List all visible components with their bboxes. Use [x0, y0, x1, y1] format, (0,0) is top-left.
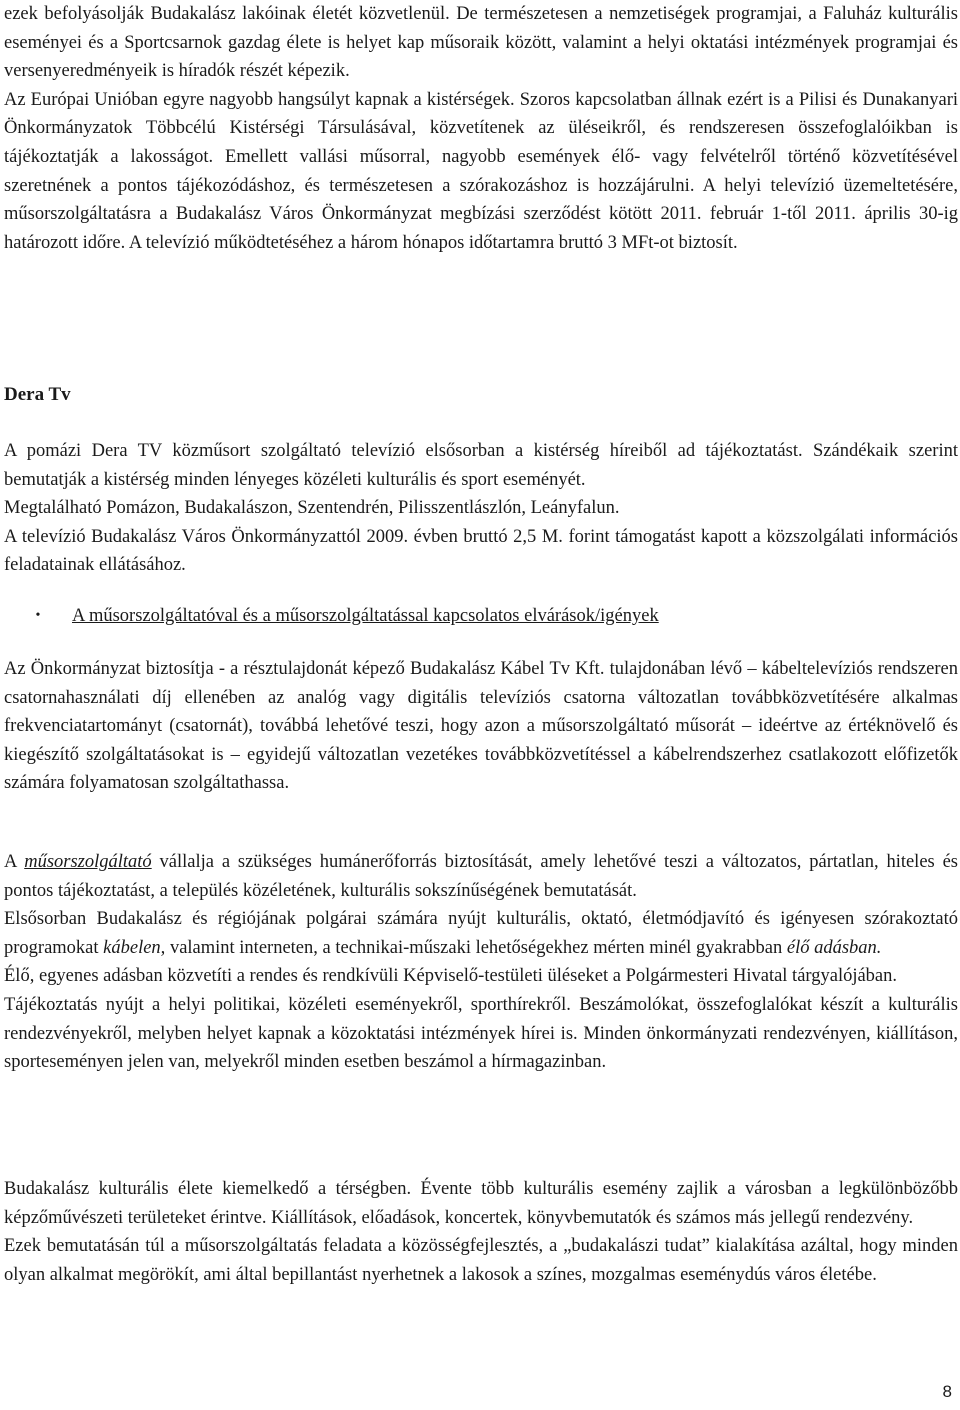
emphasis-kabelen: kábelen, — [103, 937, 166, 958]
paragraph-dera-intro: A pomázi Dera TV közműsort szolgáltató televízió elsősorban a kistérség híreiből ad tájékoztatást. Szándékaik szerint bemutatják a kistérség minden lényeges közéleti kulturális és sport eseményét. — [4, 441, 958, 490]
paragraph-kabel: Az Önkormányzat biztosítja - a résztulajdonát képező Budakalász Kábel Tv Kft. tulajdonában lévő – kábeltelevíziós rendszeren csatornahasználati díj ellenében az analóg vagy digitális televíziós csatorna változatlan továbbközvetítésére alkalmas frekvenciatartományt (csatornát), továbbá lehetővé teszi, hogy azon a műsorszolgáltató műsorát – ideértve az értéknövelő és kiegészítő szolgáltatásokat is – egyidejű változatlan vezetékes továbbközvetítéssel a kábelrendszerhez csatlakozott előfizetők számára folyamatosan szolgáltathassa. — [4, 659, 958, 794]
emphasis-elo-adasban: élő adásban. — [786, 937, 882, 958]
dera-tv-section — [4, 381, 958, 409]
paragraph-tajekoztatas: Tájékoztatás nyújt a helyi politikai, közéleti eseményekről, sporthírekről. Beszámolókat, összefoglalókat készít a kulturális rendezvényekről, melyben helyet kapnak a közoktatási intézmények hírei is. Minden önkormányzati rendezvényen, kiállításon, sporteseményen jelen van, melyekről minden esetben beszámol a hírmagazinban. — [4, 994, 958, 1073]
bullet-heading — [4, 602, 958, 630]
paragraph-intro: ezek befolyásolják Budakalász lakóinak életét közvetlenül. De természetesen a nemzetiségek programjai, a Faluház kulturális eseményei és a Sportcsarnok gazdag élete is helyet kap műsoraik között, valamint a helyi oktatási intézmények programjai és versenyeredményeik is híradók részét képezik. — [4, 4, 958, 82]
paragraph-programok — [4, 905, 958, 962]
paragraph-eu-kisterseg: Az Európai Unióban egyre nagyobb hangsúlyt kapnak a kistérségek. Szoros kapcsolatban állnak ezért is a Pilisi és Dunakanyari Önkormányzatok Többcélú Kistérségi Társulásával, közvetítenek az üléseikről, és rendszeresen összefoglalóikban is tájékoztatják a lakosságot. Emellett vallási műsorral, nagyobb események élő- vagy felvételről történő közvetítésével szeretnének a pontos tájékozódáshoz, és természetesen a szórakozáshoz is hozzájárulni. A helyi televízió üzemeltetésére, műsorszolgáltatásra a Budakalász Város Önkormányzat megbízási szerződést kötött 2011. február 1-től 2011. április 30-ig határozott időre. A televízió működtetéséhez a három hónapos időtartamra bruttó 3 MFt-ot biztosít. — [4, 89, 958, 253]
intro-section — [4, 0, 958, 257]
text-fragment: valamint interneten, a technikai-műszaki lehetőségekhez mérten minél gyakrabban — [165, 937, 787, 958]
section-kabel — [4, 655, 958, 798]
paragraph-dera-funding: A televízió Budakalász Város Önkormányzattól 2009. évben bruttó 2,5 M. forint támogatást kapott a közszolgálati információs feladatainak ellátásához. — [4, 526, 958, 576]
bullet-icon: • — [35, 608, 41, 623]
section-kultura — [4, 1175, 958, 1289]
paragraph-dera-locations: Megtalálható Pomázon, Budakalászon, Szentendrén, Pilisszentlászlón, Leányfalun. — [4, 498, 620, 519]
dera-tv-title: Dera Tv — [4, 384, 71, 405]
paragraph-kozossegfejlesztes: Ezek bemutatásán túl a műsorszolgáltatás feladata a közösségfejlesztés, a „budakalászi tudat” kialakítása azáltal, hogy minden olyan alkalmat megörökít, ami által bepillantást nyerhetnek a lakosok a színes, mozgalmas eseménydús város életébe. — [4, 1236, 958, 1285]
dera-tv-body — [4, 437, 958, 580]
paragraph-elo-adas: Élő, egyenes adásban közvetíti a rendes és rendkívüli Képviselő-testületi üléseket a Polgármesteri Hivatal tárgyalójában. — [4, 966, 898, 987]
bullet-heading-text: A műsorszolgáltatóval és a műsorszolgáltatással kapcsolatos elvárások/igények — [72, 606, 659, 626]
page-number: 8 — [942, 1382, 952, 1401]
text-fragment: Elsősorban Budakalász és régiójának polgárai számára nyújt kulturális, oktató, életmódjavító és igényesen szórakoztató programokat — [4, 909, 958, 958]
paragraph-musorszolgaltato — [4, 848, 958, 905]
paragraph-kultura: Budakalász kulturális élete kiemelkedő a térségben. Évente több kulturális esemény zajlik a városban a legkülönbözőbb képzőművészeti területeket érintve. Kiállítások, előadások, koncertek, könyvbemutatók és számos más jellegű rendezvény. — [4, 1179, 958, 1228]
text-fragment: vállalja a szükséges humánerőforrás biztosítását, amely lehetővé teszi a változatos, pártatlan, hiteles és pontos tájékoztatást, a település közéletének, kulturális sokszínűségének bemutatását. — [4, 852, 958, 901]
musorszolgaltato-term: műsorszolgáltató — [24, 852, 152, 872]
section-musorszolgaltato — [4, 848, 958, 1077]
text-fragment: A — [4, 852, 25, 872]
